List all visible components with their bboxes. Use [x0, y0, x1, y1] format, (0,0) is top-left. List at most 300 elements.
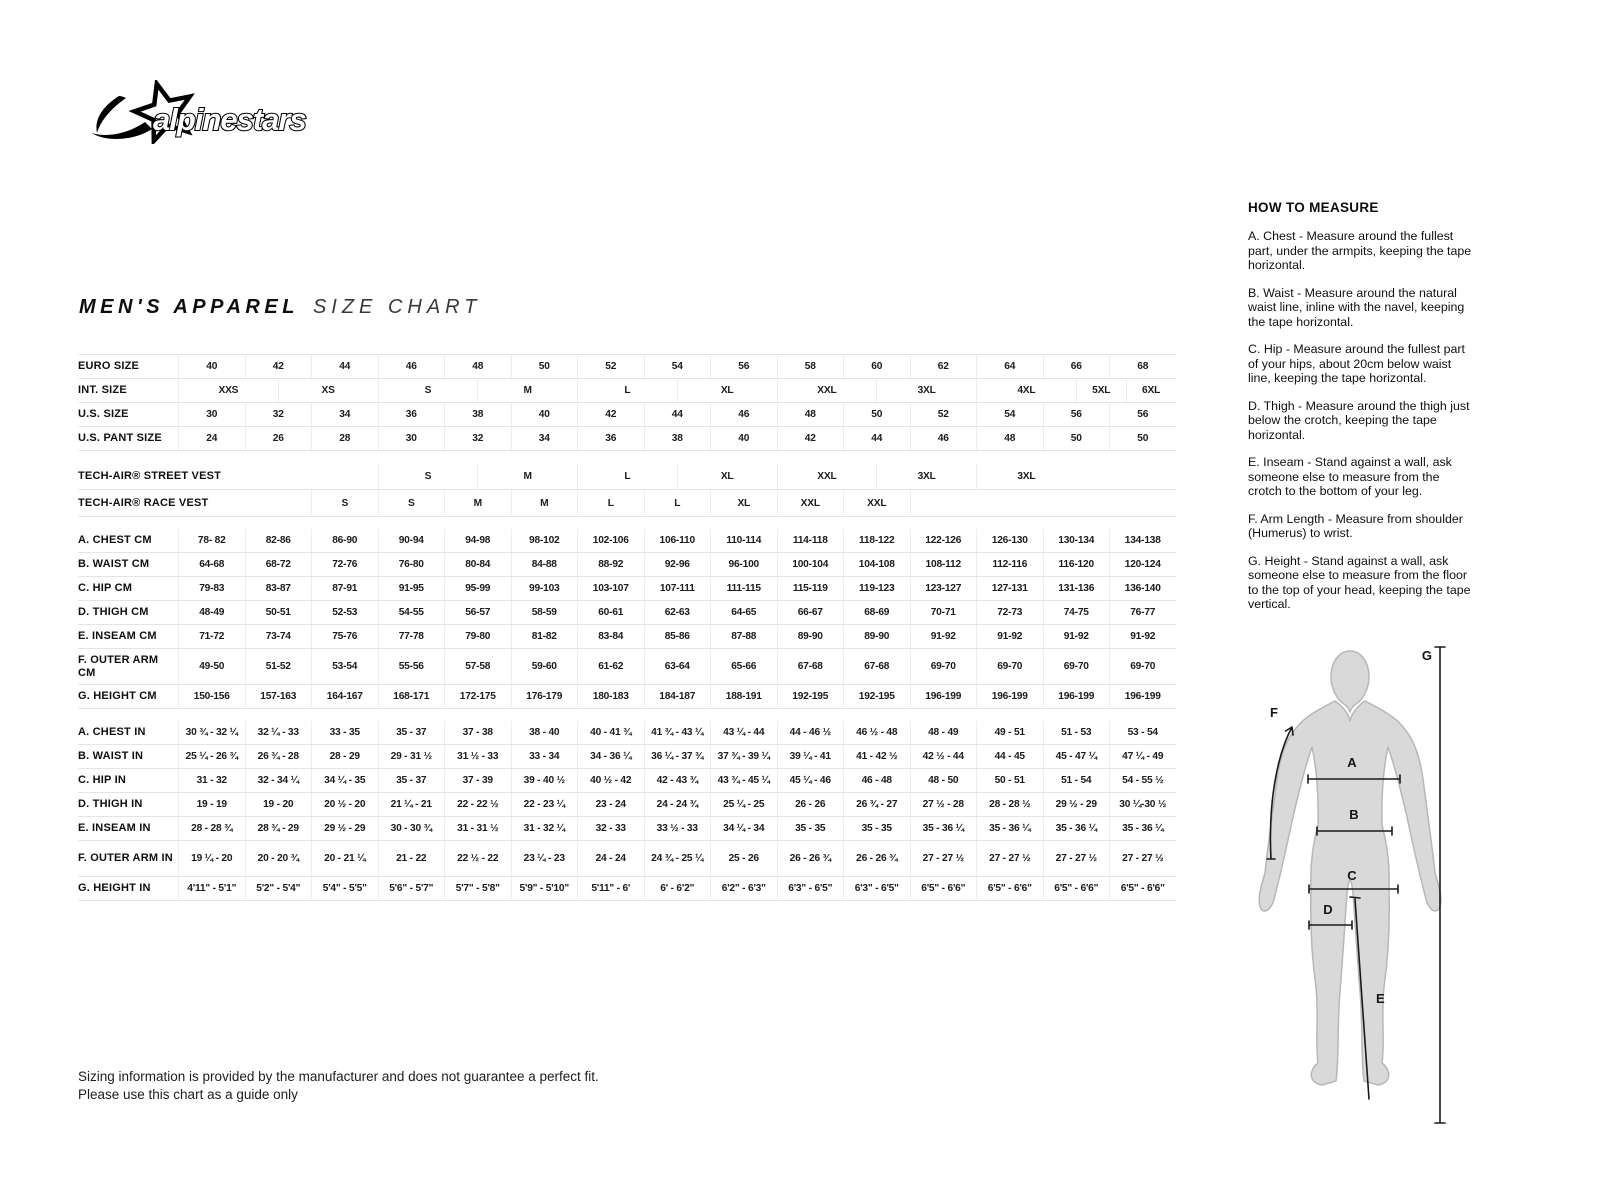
size-cell: XXL — [843, 490, 910, 516]
size-cell: 69-70 — [1043, 649, 1110, 684]
size-cell: 28 - 29 — [311, 745, 378, 768]
table-row — [78, 721, 1176, 745]
size-cell: 114-118 — [777, 529, 844, 552]
size-cell: 53-54 — [311, 649, 378, 684]
size-cell: 107-111 — [644, 577, 711, 600]
size-cell: 104-108 — [843, 553, 910, 576]
size-cell: 71-72 — [178, 625, 245, 648]
size-cell: 112-116 — [976, 553, 1043, 576]
row-label: F. OUTER ARM IN — [78, 852, 173, 865]
size-cell: 34 - 36 ¼ — [577, 745, 644, 768]
size-cell: 85-86 — [644, 625, 711, 648]
size-cell: 27 - 27 ½ — [1043, 841, 1110, 876]
size-cell: 92-96 — [644, 553, 711, 576]
size-cell: 94-98 — [444, 529, 511, 552]
size-cell: 69-70 — [1109, 649, 1176, 684]
size-cell: 100-104 — [777, 553, 844, 576]
table-row — [78, 793, 1176, 817]
size-cell: 96-100 — [710, 553, 777, 576]
size-cell: 48 - 49 — [910, 721, 977, 744]
size-cell: 32 - 34 ¼ — [245, 769, 312, 792]
size-cell: L — [577, 463, 677, 489]
size-cell: 50-51 — [245, 601, 312, 624]
howto-item: D. Thigh - Measure around the thigh just below the crotch, keeping the tape horizontal. — [1248, 398, 1470, 442]
howto-item: G. Height - Stand against a wall, ask someone else to measure from the floor to the top of your head, keeping the tape vertical. — [1248, 553, 1471, 611]
table-row — [78, 427, 1176, 451]
size-cell: 24 — [178, 427, 245, 450]
size-cell: XL — [677, 379, 777, 402]
table-group-gap — [78, 709, 1176, 721]
size-cell: 91-92 — [910, 625, 977, 648]
size-cell: 91-92 — [1043, 625, 1110, 648]
size-cell: 51 - 54 — [1043, 769, 1110, 792]
table-group-gap — [78, 451, 1176, 463]
size-cell: 50 - 51 — [976, 769, 1043, 792]
size-cell: 52 — [577, 355, 644, 378]
size-cell: 4'11" - 5'1" — [178, 877, 245, 900]
size-cell: 37 - 39 — [444, 769, 511, 792]
size-cell: 68-72 — [245, 553, 312, 576]
size-cell: 184-187 — [644, 685, 711, 708]
size-cell: 42 — [777, 427, 844, 450]
size-cell: 150-156 — [178, 685, 245, 708]
size-cell: 45 ¼ - 46 — [777, 769, 844, 792]
size-cell: 46 — [910, 427, 977, 450]
size-cell: 89-90 — [777, 625, 844, 648]
size-cell: 24 ¾ - 25 ¼ — [644, 841, 711, 876]
size-cell: 116-120 — [1043, 553, 1110, 576]
size-cell: 5'9" - 5'10" — [511, 877, 578, 900]
size-cell: 31 - 31 ½ — [444, 817, 511, 840]
size-cell: 46 — [378, 355, 445, 378]
row-label: G. HEIGHT CM — [78, 690, 157, 703]
size-cell: 6'5" - 6'6" — [910, 877, 977, 900]
size-cell: 77-78 — [378, 625, 445, 648]
size-cell: 42 - 43 ¾ — [644, 769, 711, 792]
size-cell: 27 - 27 ½ — [976, 841, 1043, 876]
size-cell: 56 — [710, 355, 777, 378]
size-cell: 53 - 54 — [1109, 721, 1176, 744]
size-cell: 62 — [910, 355, 977, 378]
size-cell: XXL — [777, 490, 844, 516]
size-cell: 82-86 — [245, 529, 312, 552]
size-cell — [910, 490, 1176, 516]
size-cell: 157-163 — [245, 685, 312, 708]
size-cell: 91-92 — [1109, 625, 1176, 648]
size-cell: 58-59 — [511, 601, 578, 624]
size-cell: 37 - 38 — [444, 721, 511, 744]
size-cell: 56-57 — [444, 601, 511, 624]
size-cell: M — [477, 379, 577, 402]
size-cell: 6' - 6'2" — [644, 877, 711, 900]
size-cell: L — [644, 490, 711, 516]
size-cell: 19 ¼ - 20 — [178, 841, 245, 876]
size-cell: 130-134 — [1043, 529, 1110, 552]
table-row — [78, 403, 1176, 427]
size-cell: XL — [677, 463, 777, 489]
size-cell: 131-136 — [1043, 577, 1110, 600]
size-cell: 73-74 — [245, 625, 312, 648]
size-cell: 79-80 — [444, 625, 511, 648]
size-cell: 28 — [311, 427, 378, 450]
size-cell: 76-77 — [1109, 601, 1176, 624]
size-cell: 36 ¼ - 37 ¾ — [644, 745, 711, 768]
size-cell: 106-110 — [644, 529, 711, 552]
size-cell: 168-171 — [378, 685, 445, 708]
size-cell: 40 — [178, 355, 245, 378]
row-label: F. OUTER ARM CM — [78, 654, 159, 679]
size-cell: 84-88 — [511, 553, 578, 576]
size-cell: 40 ½ - 42 — [577, 769, 644, 792]
size-cell: 6'5" - 6'6" — [1043, 877, 1110, 900]
size-cell: 34 ¼ - 35 — [311, 769, 378, 792]
size-cell: S — [378, 379, 478, 402]
size-cell: 26 - 26 ¾ — [843, 841, 910, 876]
size-cell: 38 — [444, 403, 511, 426]
size-cell: 108-112 — [910, 553, 977, 576]
size-cell: 5'7" - 5'8" — [444, 877, 511, 900]
size-cell: 111-115 — [710, 577, 777, 600]
size-cell: 34 ¼ - 34 — [710, 817, 777, 840]
table-row — [78, 769, 1176, 793]
size-cell: 89-90 — [843, 625, 910, 648]
size-cell: 87-91 — [311, 577, 378, 600]
size-cell: 126-130 — [976, 529, 1043, 552]
size-cell: 32 — [444, 427, 511, 450]
size-cell: 25 ¼ - 25 — [710, 793, 777, 816]
size-cell: 69-70 — [976, 649, 1043, 684]
size-cell: 39 - 40 ½ — [511, 769, 578, 792]
size-cell: 44 — [843, 427, 910, 450]
size-cell: 196-199 — [910, 685, 977, 708]
size-cell: 28 - 28 ¾ — [178, 817, 245, 840]
size-cell: XXL — [777, 463, 877, 489]
size-cell: 136-140 — [1109, 577, 1176, 600]
size-cell: 42 — [245, 355, 312, 378]
size-cell: 180-183 — [577, 685, 644, 708]
size-cell: 78- 82 — [178, 529, 245, 552]
size-cell: 44 — [311, 355, 378, 378]
size-cell: 76-80 — [378, 553, 445, 576]
size-cell: 26 - 26 — [777, 793, 844, 816]
size-cell: 68 — [1109, 355, 1176, 378]
row-label: EURO SIZE — [78, 360, 140, 373]
row-label: D. THIGH IN — [78, 798, 143, 811]
howto-item: B. Waist - Measure around the natural waist line, inline with the navel, keeping the tape horizontal. — [1248, 285, 1465, 329]
size-cell: 60 — [843, 355, 910, 378]
size-cell: 32 — [245, 403, 312, 426]
how-to-measure-heading: HOW TO MEASURE — [1248, 200, 1379, 215]
size-cell: 50 — [1043, 427, 1110, 450]
size-cell: 40 — [710, 427, 777, 450]
size-cell: 72-76 — [311, 553, 378, 576]
row-label: B. WAIST IN — [78, 750, 144, 763]
size-cell: 39 ¼ - 41 — [777, 745, 844, 768]
size-cell: 44 - 46 ½ — [777, 721, 844, 744]
size-cell: 69-70 — [910, 649, 977, 684]
size-cell: 54 — [644, 355, 711, 378]
page-title-sub: SIZE CHART — [312, 296, 482, 318]
size-cell: 36 — [577, 427, 644, 450]
size-cell: 23 - 24 — [577, 793, 644, 816]
row-label: INT. SIZE — [78, 384, 127, 397]
table-row — [78, 529, 1176, 553]
size-cell: 34 — [311, 403, 378, 426]
size-cell: 48 — [777, 403, 844, 426]
size-cell: 20 - 20 ¾ — [245, 841, 312, 876]
size-cell: 20 - 21 ¼ — [311, 841, 378, 876]
size-cell: 6'5" - 6'6" — [1109, 877, 1176, 900]
table-row — [78, 685, 1176, 709]
size-cell: 30 — [178, 403, 245, 426]
size-cell: 86-90 — [311, 529, 378, 552]
size-cell: 66 — [1043, 355, 1110, 378]
howto-item: C. Hip - Measure around the fullest part of your hips, about 20cm below waist line, keeping the tape horizontal. — [1248, 342, 1465, 385]
size-cell: 188-191 — [710, 685, 777, 708]
size-cell: 64 — [976, 355, 1043, 378]
size-cell: 34 — [511, 427, 578, 450]
size-cell: 35 - 36 ¼ — [976, 817, 1043, 840]
size-cell: 80-84 — [444, 553, 511, 576]
size-cell: 38 - 40 — [511, 721, 578, 744]
disclaimer-line-2: Please use this chart as a guide only — [78, 1087, 298, 1103]
size-cell: 51 - 53 — [1043, 721, 1110, 744]
table-row — [78, 625, 1176, 649]
size-cell: 54 — [976, 403, 1043, 426]
size-cell: 35 - 36 ¼ — [1043, 817, 1110, 840]
logo-wordmark: alpinestars — [153, 102, 306, 137]
size-cell: 24 - 24 — [577, 841, 644, 876]
figure-label-b: B — [1349, 807, 1359, 822]
table-row — [78, 463, 1176, 490]
row-label: E. INSEAM IN — [78, 822, 151, 835]
size-cell: M — [444, 490, 511, 516]
table-row — [78, 379, 1176, 403]
size-cell: 66-67 — [777, 601, 844, 624]
row-label: U.S. PANT SIZE — [78, 432, 162, 445]
size-cell: 60-61 — [577, 601, 644, 624]
size-cell: 25 - 26 — [710, 841, 777, 876]
size-cell: 33 ½ - 33 — [644, 817, 711, 840]
size-cell: XXS — [178, 379, 278, 402]
size-cell: 26 ¾ - 28 — [245, 745, 312, 768]
size-cell: 5'2" - 5'4" — [245, 877, 312, 900]
size-cell: 6'5" - 6'6" — [976, 877, 1043, 900]
how-to-measure-panel — [1248, 200, 1474, 625]
size-cell: 4XL — [976, 379, 1076, 402]
size-cell: 6'3" - 6'5" — [843, 877, 910, 900]
size-cell: 41 ¾ - 43 ¼ — [644, 721, 711, 744]
size-cell: 64-65 — [710, 601, 777, 624]
size-cell: 74-75 — [1043, 601, 1110, 624]
size-cell: 81-82 — [511, 625, 578, 648]
size-cell: 31 - 32 ¼ — [511, 817, 578, 840]
table-row — [78, 817, 1176, 841]
size-cell: 35 - 37 — [378, 769, 445, 792]
size-cell: 44 - 45 — [976, 745, 1043, 768]
size-cell: 5'4" - 5'5" — [311, 877, 378, 900]
size-cell: 21 - 22 — [378, 841, 445, 876]
table-row — [78, 745, 1176, 769]
size-cell: 58 — [777, 355, 844, 378]
size-cell: 50 — [1109, 427, 1176, 450]
size-cell: 196-199 — [976, 685, 1043, 708]
size-cell: 26 — [245, 427, 312, 450]
size-cell: 62-63 — [644, 601, 711, 624]
size-cell: 35 - 35 — [843, 817, 910, 840]
row-label: E. INSEAM CM — [78, 630, 157, 643]
size-cell: 50 — [843, 403, 910, 426]
size-cell: 196-199 — [1043, 685, 1110, 708]
figure-label-d: D — [1323, 902, 1333, 917]
size-cell: 90-94 — [378, 529, 445, 552]
size-cell: 21 ¼ - 21 — [378, 793, 445, 816]
size-cell: 44 — [644, 403, 711, 426]
size-cell: 55-56 — [378, 649, 445, 684]
row-label: D. THIGH CM — [78, 606, 149, 619]
figure-label-a: A — [1347, 755, 1357, 770]
page-title-main: MEN'S APPAREL — [79, 296, 299, 318]
size-cell: 30 - 30 ¾ — [378, 817, 445, 840]
size-cell: 51-52 — [245, 649, 312, 684]
size-cell: 43 ¾ - 45 ¼ — [710, 769, 777, 792]
row-label: C. HIP CM — [78, 582, 133, 595]
table-row — [78, 601, 1176, 625]
size-cell: 48 — [976, 427, 1043, 450]
size-cell: 22 - 23 ¼ — [511, 793, 578, 816]
size-cell: 54-55 — [378, 601, 445, 624]
size-cell: 48 — [444, 355, 511, 378]
size-cell: 29 ½ - 29 — [311, 817, 378, 840]
size-cell: 28 ¾ - 29 — [245, 817, 312, 840]
size-cell: 6XL — [1126, 379, 1176, 402]
size-cell: 32 - 33 — [577, 817, 644, 840]
size-cell: 45 - 47 ¼ — [1043, 745, 1110, 768]
size-cell: S — [378, 463, 478, 489]
size-cell: 87-88 — [710, 625, 777, 648]
size-cell: 192-195 — [777, 685, 844, 708]
size-cell: 46 - 48 — [843, 769, 910, 792]
size-cell: 67-68 — [843, 649, 910, 684]
size-cell: 83-84 — [577, 625, 644, 648]
size-cell: 172-175 — [444, 685, 511, 708]
row-label: U.S. SIZE — [78, 408, 129, 421]
size-cell: 98-102 — [511, 529, 578, 552]
size-cell: 42 — [577, 403, 644, 426]
how-to-measure-items — [1248, 229, 1474, 612]
size-cell: 33 - 34 — [511, 745, 578, 768]
size-cell: 64-68 — [178, 553, 245, 576]
size-cell: 35 - 36 ¼ — [910, 817, 977, 840]
size-cell: 31 ½ - 33 — [444, 745, 511, 768]
size-cell: 63-64 — [644, 649, 711, 684]
size-cell: 67-68 — [777, 649, 844, 684]
size-cell: XL — [710, 490, 777, 516]
howto-item: E. Inseam - Stand against a wall, ask someone else to measure from the crotch to the bottom of your leg. — [1248, 455, 1452, 498]
size-cell: 176-179 — [511, 685, 578, 708]
disclaimer — [78, 1068, 599, 1104]
size-cell: S — [378, 490, 445, 516]
size-cell: 6'2" - 6'3" — [710, 877, 777, 900]
size-cell: 6'3" - 6'5" — [777, 877, 844, 900]
size-cell: 47 ¼ - 49 — [1109, 745, 1176, 768]
size-cell: 41 - 42 ½ — [843, 745, 910, 768]
row-label: TECH-AIR® RACE VEST — [78, 496, 209, 509]
size-cell: L — [577, 490, 644, 516]
size-cell: 37 ¾ - 39 ¼ — [710, 745, 777, 768]
alpinestars-logo — [85, 80, 347, 144]
size-cell: 65-66 — [710, 649, 777, 684]
size-cell: 52 — [910, 403, 977, 426]
size-cell: 56 — [1043, 403, 1110, 426]
size-cell: 120-124 — [1109, 553, 1176, 576]
howto-item: F. Arm Length - Measure from shoulder (Humerus) to wrist. — [1248, 511, 1463, 540]
size-cell: 102-106 — [577, 529, 644, 552]
size-cell: 5'11" - 6' — [577, 877, 644, 900]
size-cell: 61-62 — [577, 649, 644, 684]
size-cell: 27 ½ - 28 — [910, 793, 977, 816]
size-cell: 122-126 — [910, 529, 977, 552]
size-cell: 75-76 — [311, 625, 378, 648]
size-cell: 3XL — [976, 463, 1076, 489]
size-cell: 29 ½ - 29 — [1043, 793, 1110, 816]
size-cell: XXL — [777, 379, 877, 402]
size-cell: L — [577, 379, 677, 402]
size-cell: 5XL — [1076, 379, 1126, 402]
figure-label-f: F — [1270, 705, 1278, 720]
table-row — [78, 354, 1176, 379]
size-cell: 123-127 — [910, 577, 977, 600]
size-cell: 22 ½ - 22 — [444, 841, 511, 876]
figure-label-e: E — [1376, 991, 1385, 1006]
row-label: C. HIP IN — [78, 774, 127, 787]
size-cell: 56 — [1109, 403, 1176, 426]
table-row — [78, 577, 1176, 601]
size-cell: 24 - 24 ¾ — [644, 793, 711, 816]
size-cell: 3XL — [876, 379, 976, 402]
size-cell: 19 - 19 — [178, 793, 245, 816]
size-cell: 68-69 — [843, 601, 910, 624]
size-cell: 27 - 27 ½ — [910, 841, 977, 876]
size-cell: 26 - 26 ¾ — [777, 841, 844, 876]
table-row — [78, 877, 1176, 901]
size-cell: 99-103 — [511, 577, 578, 600]
table-row — [78, 841, 1176, 877]
size-cell: 32 ¼ - 33 — [245, 721, 312, 744]
size-chart-table — [78, 354, 1176, 901]
size-cell: 91-92 — [976, 625, 1043, 648]
size-cell: 95-99 — [444, 577, 511, 600]
size-cell: S — [311, 490, 378, 516]
size-cell: 118-122 — [843, 529, 910, 552]
size-cell: 127-131 — [976, 577, 1043, 600]
size-cell: 28 - 28 ½ — [976, 793, 1043, 816]
size-cell: 26 ¾ - 27 — [843, 793, 910, 816]
size-cell: 72-73 — [976, 601, 1043, 624]
size-cell: 35 - 36 ¼ — [1109, 817, 1176, 840]
size-cell: 30 ¼-30 ½ — [1109, 793, 1176, 816]
size-cell: 83-87 — [245, 577, 312, 600]
size-cell: 40 - 41 ¾ — [577, 721, 644, 744]
size-cell: 119-123 — [843, 577, 910, 600]
size-cell: 49-50 — [178, 649, 245, 684]
size-cell: 35 - 35 — [777, 817, 844, 840]
table-row — [78, 553, 1176, 577]
size-cell: 115-119 — [777, 577, 844, 600]
row-label: A. CHEST IN — [78, 726, 146, 739]
measurement-figure — [1240, 632, 1460, 1129]
size-cell: 27 - 27 ½ — [1109, 841, 1176, 876]
